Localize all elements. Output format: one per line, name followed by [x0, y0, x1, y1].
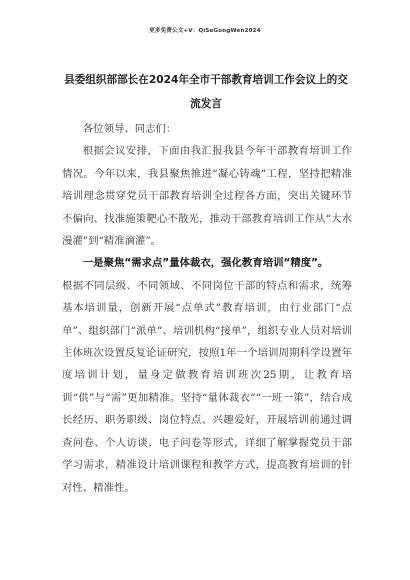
- section-body-1: 根据不同层级、不同领域、不同岗位干部的特点和需求，统筹基本培训量，创新开展“点单式”教育培训，由行业部门“点单”、组织部门“派单”、培训机构“接单”，组织专业人员对培训主体班次设置反复论证研究，按照1年一个培训周期科学设置年度培训计划，量身定做教育培训班次25期，让教育培训“供”与“需”更加精准。坚持“量体裁衣”“一班一策”，结合成长经历、职务职级、岗位特点、兴趣爱好，开展培训前通过调查问卷、个人访谈、电子问卷等形式，详细了解掌握党员干部学习需求，精准设计培训课程和教学方式，提高教育培训的针对性、精准性。: [62, 279, 352, 494]
- salutation: 各位领导、同志们：: [82, 123, 177, 135]
- section-heading-1: 一是聚焦“需求点”量体裁衣，强化教育培训“精度”。: [82, 257, 329, 270]
- document-body: [62, 118, 352, 499]
- document-title: 县委组织部部长在2024年全市干部教育培训工作会议上的交流发言: [64, 74, 348, 110]
- intro-paragraph: 根据会议安排，下面由我汇报我县今年干部教育培训工作情况。今年以来，我县聚焦推进“凝心铸魂”工程，坚持把精准培训理念贯穿党员干部教育培训全过程各方面，突出关键环节不偏向、找准施策靶心不散光，推动干部教育培训工作从“大水漫灌”到“精准滴灌”。: [62, 145, 352, 248]
- header-note: 更多免费公文+V：QiSeGongWen2024: [149, 28, 261, 34]
